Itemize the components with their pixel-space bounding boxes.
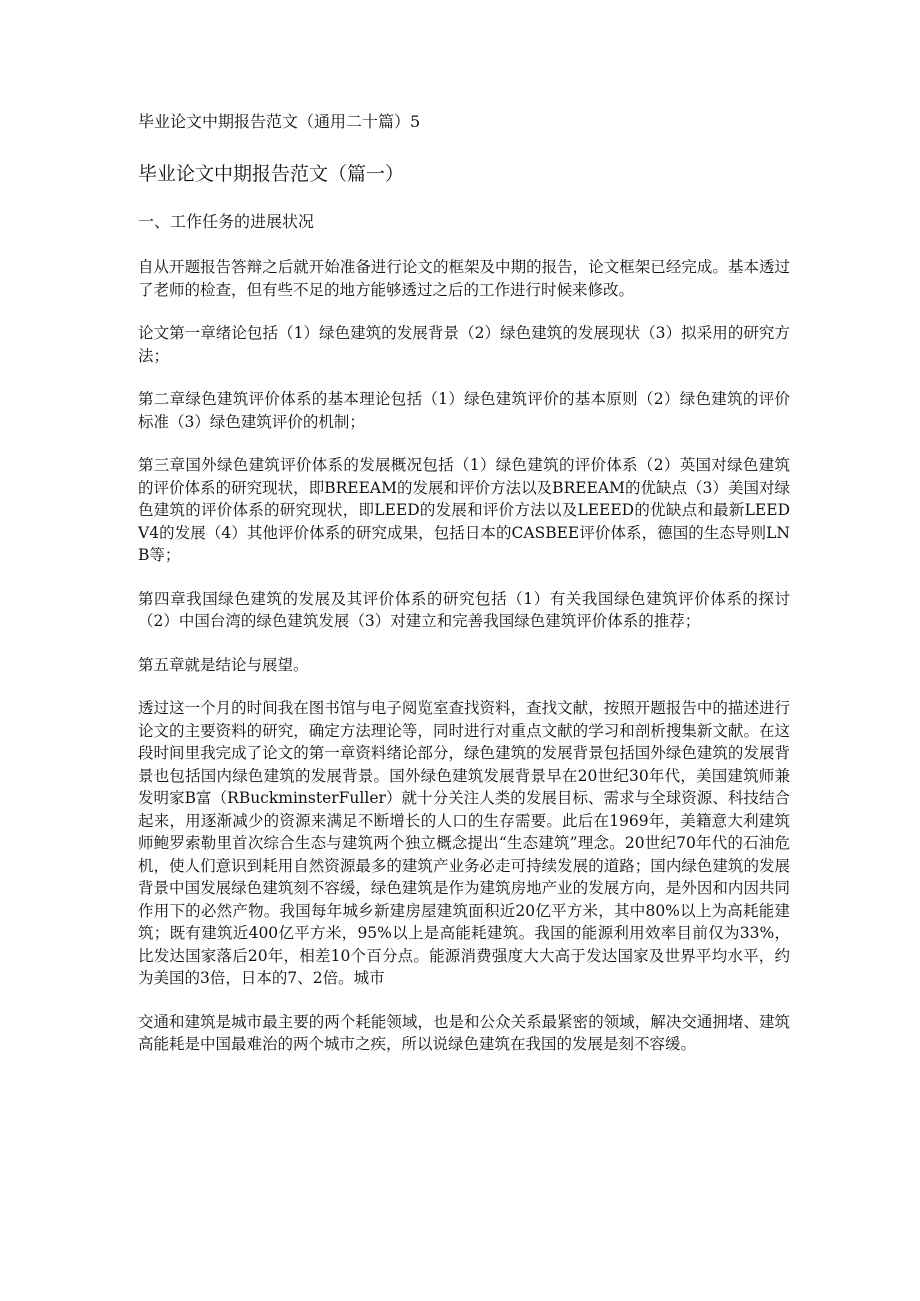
subheading-progress: 一、工作任务的进展状况 xyxy=(138,212,315,231)
document-title: 毕业论文中期报告范文（通用二十篇）5 xyxy=(138,112,421,131)
paragraph-intro: 自从开题报告答辩之后就开始准备进行论文的框架及中期的报告，论文框架已经完成。基本透过了老师的检查，但有些不足的地方能够透过之后的工作进行时候来修改。 xyxy=(138,258,790,299)
paragraph-chapter-4: 第四章我国绿色建筑的发展及其评价体系的研究包括（1）有关我国绿色建筑评价体系的探讨（2）中国台湾的绿色建筑发展（3）对建立和完善我国绿色建筑评价体系的推荐； xyxy=(138,589,790,630)
paragraph-chapter-1: 论文第一章绪论包括（1）绿色建筑的发展背景（2）绿色建筑的发展现状（3）拟采用的研究方法； xyxy=(138,324,790,365)
paragraph-chapter-2: 第二章绿色建筑评价体系的基本理论包括（1）绿色建筑评价的基本原则（2）绿色建筑的评价标准（3）绿色建筑评价的机制； xyxy=(138,390,790,431)
paragraph-chapter-5: 第五章就是结论与展望。 xyxy=(138,655,309,674)
paragraph-chapter-3: 第三章国外绿色建筑评价体系的发展概况包括（1）绿色建筑的评价体系（2）英国对绿色建筑的评价体系的研究现状，即BREEAM的发展和评价方法以及BREEAM的优缺点（3）美国对绿色建筑的评价体系的研究现状，即LEED的发展和评价方法以及LEEED的优缺点和最新LEEDV4的发展（4）其他评价体系的研究成果，包括日本的CASBEE评价体系，德国的生态导则LNB等； xyxy=(138,456,790,564)
document-page xyxy=(138,110,790,1077)
paragraph-research-progress: 透过这一个月的时间我在图书馆与电子阅览室查找资料，查找文献，按照开题报告中的描述进行论文的主要资料的研究，确定方法理论等，同时进行对重点文献的学习和剖析搜集新文献。在这段时间里我完成了论文的第一章资料绪论部分，绿色建筑的发展背景包括国外绿色建筑的发展背景也包括国内绿色建筑的发展背景。国外绿色建筑发展背景早在20世纪30年代，美国建筑师兼发明家B富（RBuckminsterFuller）就十分关注人类的发展目标、需求与全球资源、科技结合起来，用逐渐减少的资源来满足不断增长的人口的生存需要。此后在1969年，美籍意大利建筑师鲍罗索勒里首次综合生态与建筑两个独立概念提出“生态建筑”理念。20世纪70年代的石油危机，使人们意识到耗用自然资源最多的建筑产业务必走可持续发展的道路；国内绿色建筑的发展背景中国发展绿色建筑刻不容缓，绿色建筑是作为建筑房地产业的发展方向，是外因和内因共同作用下的必然产物。我国每年城乡新建房屋建筑面积近20亿平方米，其中80%以上为高耗能建筑；既有建筑近400亿平方米，95%以上是高能耗建筑。我国的能源利用效率目前仅为33%，比发达国家落后20年，相差10个百分点。能源消费强度大大高于发达国家及世界平均水平，约为美国的3倍，日本的7、2倍。城市 xyxy=(138,699,790,987)
section-title: 毕业论文中期报告范文（篇一） xyxy=(138,163,405,185)
paragraph-urban-energy: 交通和建筑是城市最主要的两个耗能领域，也是和公众关系最紧密的领域，解决交通拥堵、建筑高能耗是中国最难治的两个城市之疾，所以说绿色建筑在我国的发展是刻不容缓。 xyxy=(138,1012,790,1053)
